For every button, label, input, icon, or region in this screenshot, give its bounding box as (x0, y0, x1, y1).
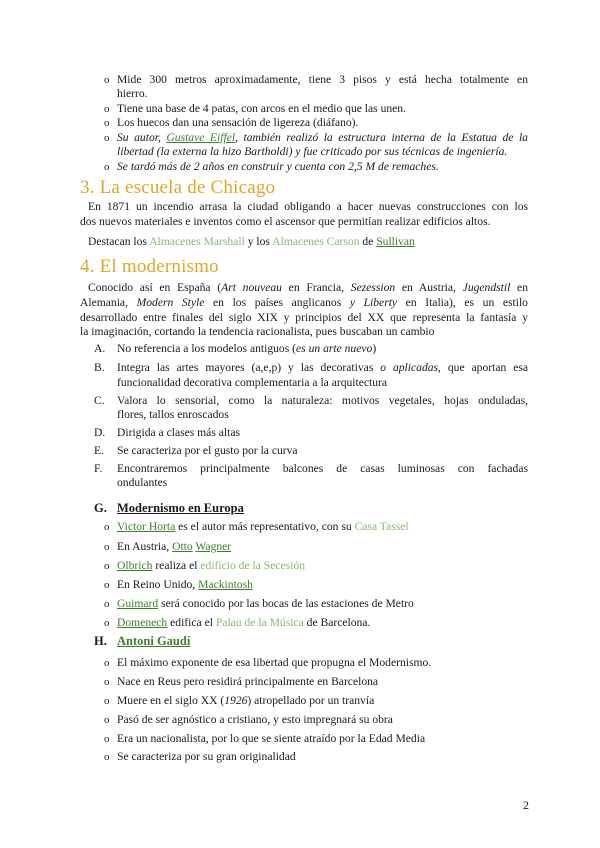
intro-line-2 (80, 296, 528, 310)
list-item-d: Dirigida a clases más altas (117, 426, 240, 439)
intro-line-1 (88, 281, 528, 295)
link-edificio-secesion[interactable]: edificio de la Secesión (200, 559, 306, 572)
g-item-6 (117, 616, 370, 630)
item-text: realiza el (152, 559, 201, 572)
eiffel-author-prefix: Su autor, (117, 131, 167, 144)
item-text: , que aportan esa (438, 361, 528, 374)
h-item-5: Era un nacionalista, por lo que se siente atraído por la Edad Media (117, 732, 426, 745)
bullet-marker: o (104, 676, 110, 688)
g-item-5 (117, 597, 414, 611)
list-letter: F. (94, 462, 103, 475)
list-item-c-line-1: Valora lo sensorial, como la naturaleza: motivos vegetales, hojas onduladas, (117, 394, 528, 407)
intro-italic: Jugendstil (462, 281, 511, 294)
intro-text: Conocido así en España ( (88, 281, 222, 294)
bullet-marker: o (104, 714, 110, 726)
list-letter: B. (94, 361, 105, 374)
link-palau-musica[interactable]: Palau de la Música (215, 616, 304, 629)
bullet-marker: o (104, 579, 110, 591)
subsection-g-title: Modernismo en Europa (117, 501, 244, 515)
list-letter: H. (94, 634, 107, 648)
link-antoni-gaudi[interactable]: Antoni Gaudí (117, 634, 191, 648)
link-sullivan[interactable]: Sullivan (376, 235, 415, 248)
h-item-4: Pasó de ser agnóstico a cristiano, y esto impregnará su obra (117, 713, 393, 726)
item-text: En Reino Unido, (117, 578, 199, 591)
intro-text: en Francia, (281, 281, 351, 294)
link-almacenes-carson[interactable]: Almacenes Carson (272, 235, 360, 248)
g-item-1 (117, 520, 409, 534)
intro-italic: Modern Style (136, 296, 205, 309)
bullet-marker: o (104, 598, 110, 610)
link-olbrich[interactable]: Olbrich (117, 559, 153, 572)
list-item-c-line-2: flores, tallos enroscados (117, 408, 229, 421)
eiffel-line-1: Mide 300 metros aproximadamente, tiene 3 pisos y está hecha totalmente en (117, 73, 528, 86)
bullet-marker: o (104, 657, 110, 669)
h-item-2: Nace en Reus pero residirá principalmente en Barcelona (117, 675, 379, 688)
link-wagner[interactable]: Wagner (195, 540, 232, 553)
item-italic: 1926 (224, 694, 248, 707)
list-item-f-line-2: ondulantes (117, 476, 168, 489)
intro-text: en Austria, (395, 281, 463, 294)
section-3-para-1b: dos nuevos materiales e inventos como el ascensor que permitían realizar edificios altos. (80, 215, 491, 228)
bullet-marker: o (104, 132, 110, 144)
bullet-marker: o (104, 521, 110, 533)
h-item-3 (117, 694, 374, 708)
h-item-1: El máximo exponente de esa libertad que propugna el Modernismo. (117, 656, 432, 669)
intro-italic: Sezession (350, 281, 396, 294)
link-almacenes-marshall[interactable]: Almacenes Marshall (149, 235, 245, 248)
link-guimard[interactable]: Guimard (117, 597, 159, 610)
list-item-b-line-2: funcionalidad decorativa complementaria a la arquitectura (117, 376, 388, 389)
item-text: ) (372, 342, 377, 355)
item-text: de Barcelona. (303, 616, 371, 629)
list-letter: C. (94, 394, 105, 407)
item-text: No referencia a los modelos antiguos ( (117, 342, 297, 355)
list-letter: E. (94, 444, 104, 457)
intro-text: en Italia), es un estilo (397, 296, 528, 309)
bullet-marker: o (104, 617, 110, 629)
intro-text: en (510, 281, 528, 294)
item-text: En Austria, (117, 540, 173, 553)
list-item-a (117, 342, 376, 356)
item-text: Muere en el siglo XX ( (117, 694, 225, 707)
s3-text: y los (244, 235, 273, 248)
bullet-marker: o (104, 103, 110, 115)
intro-italic: Art nouveau (221, 281, 282, 294)
intro-text: en los países anglicanos (204, 296, 350, 309)
item-italic: o aplicadas (380, 361, 439, 374)
eiffel-line-7: Se tardó más de 2 años en construir y cuenta con 2,5 M de remaches. (117, 160, 439, 173)
list-item-f-line-1: Encontraremos principalmente balcones de casas luminosas con fachadas (117, 462, 528, 475)
intro-text: Alemania, (80, 296, 137, 309)
g-item-4 (117, 578, 253, 592)
eiffel-line-6: libertad (la externa la hizo Bartholdi) y fue criticado por sus técnicas de ingeniería. (117, 145, 508, 158)
section-3-para-1a: En 1871 un incendio arrasa la ciudad obligando a hacer nuevas construcciones con los (88, 200, 528, 213)
link-victor-horta[interactable]: Victor Horta (117, 520, 176, 533)
item-text: edifica el (167, 616, 216, 629)
page-number: 2 (523, 798, 529, 812)
item-text: es el autor más representativo, con su (175, 520, 355, 533)
h-item-6: Se caracteriza por su gran originalidad (117, 750, 296, 763)
bullet-marker: o (104, 751, 110, 763)
item-text: será conocido por las bocas de las estaciones de Metro (158, 597, 414, 610)
item-italic: es un arte nuevo (296, 342, 373, 355)
list-letter: D. (94, 426, 106, 439)
bullet-marker: o (104, 695, 110, 707)
eiffel-line-3: Tiene una base de 4 patas, con arcos en el medio que las unen. (117, 102, 407, 115)
intro-italic: y Liberty (349, 296, 398, 309)
bullet-marker: o (104, 117, 110, 129)
section-3-para-2 (88, 235, 415, 249)
eiffel-line-5 (117, 131, 528, 145)
intro-line-4: la imaginación, cortando la tendencia racionalista, pues buscaban un cambio (80, 325, 435, 338)
intro-line-3: desarrollado entre finales del siglo XIX y principios del XX que representa la fantasía y (80, 311, 528, 324)
g-item-2 (117, 540, 231, 554)
link-domenech[interactable]: Domenech (117, 616, 168, 629)
link-casa-tassel[interactable]: Casa Tassel (354, 520, 409, 533)
eiffel-line-4: Los huecos dan una sensación de ligereza (diáfano). (117, 116, 359, 129)
eiffel-author-suffix: , también realizó la estructura interna de la Estatua de la (235, 131, 528, 144)
s3-text: Destacan los (88, 235, 150, 248)
g-item-3 (117, 559, 305, 573)
eiffel-line-2: hierro. (117, 87, 148, 100)
section-4-title: 4. El modernismo (80, 256, 219, 277)
link-gustave-eiffel[interactable]: Gustave Eiffel (166, 131, 236, 144)
list-letter: A. (94, 342, 106, 355)
item-text: ) atropellado por un tranvía (247, 694, 375, 707)
link-mackintosh[interactable]: Mackintosh (198, 578, 253, 591)
s3-text: de (359, 235, 377, 248)
item-text: Integra las artes mayores (a,e,p) y las decorativas (117, 361, 381, 374)
bullet-marker: o (104, 560, 110, 572)
bullet-marker: o (104, 541, 110, 553)
bullet-marker: o (104, 161, 110, 173)
list-item-e: Se caracteriza por el gusto por la curva (117, 444, 298, 457)
bullet-marker: o (104, 74, 110, 86)
bullet-marker: o (104, 733, 110, 745)
section-3-title: 3. La escuela de Chicago (80, 177, 276, 198)
link-otto[interactable]: Otto (172, 540, 193, 553)
list-item-b-line-1 (117, 361, 528, 375)
list-letter: G. (94, 501, 107, 515)
